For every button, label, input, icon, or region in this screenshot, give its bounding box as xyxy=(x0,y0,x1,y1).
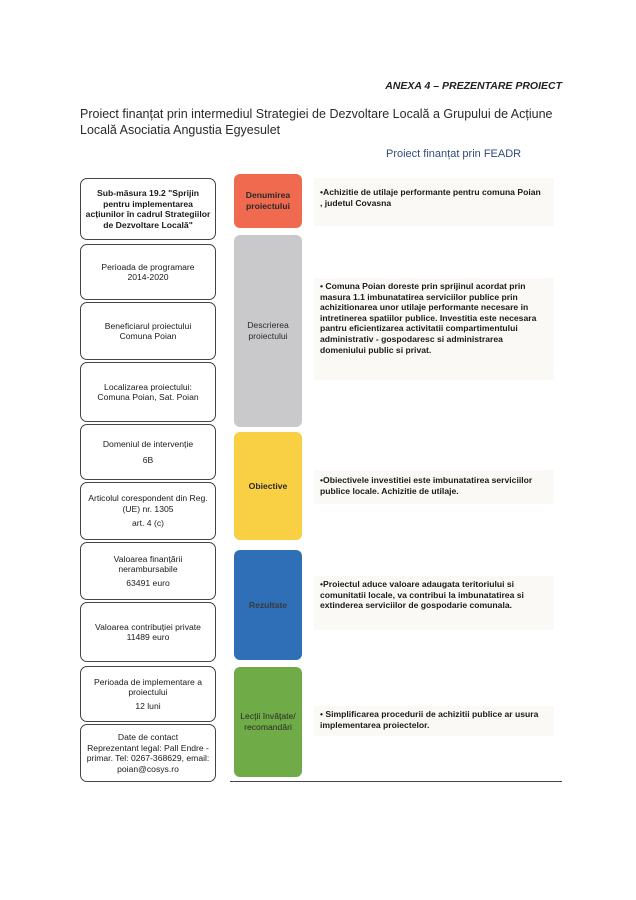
articol-label: Articolul corespondent din Reg. (UE) nr. 1305 xyxy=(88,493,208,514)
articol-value: art. 4 (c) xyxy=(132,518,164,529)
submasura-text: Sub-măsura 19.2 "Sprijin pentru implementarea acțiunilor în cadrul Strategiilor de Dezvoltare Locală" xyxy=(85,188,211,230)
category-descrierea-label: Descrierea proiectului xyxy=(247,320,289,341)
category-denumirea-label: Denumirea proiectului xyxy=(245,190,291,211)
category-lectii xyxy=(234,667,302,777)
localizare-value: Comuna Poian, Sat. Poian xyxy=(97,392,199,402)
perioada-programare-box xyxy=(80,244,216,300)
valoare-finantare-value: 63491 euro xyxy=(126,577,170,588)
valoare-contributie-value: 11489 euro xyxy=(126,632,170,642)
description-obiective-text: •Obiectivele investitiei este imbunatatirea serviciilor publice locale. Achizitie de utilaje. xyxy=(320,475,533,496)
contact-box xyxy=(80,724,216,782)
valoare-finantare-box xyxy=(80,542,216,600)
funding-subtitle: Proiect finanțat prin FEADR xyxy=(386,148,522,160)
bottom-divider xyxy=(230,781,562,782)
perioada-implementare-value: 12 luni xyxy=(135,700,161,711)
perioada-programare-value: 2014-2020 xyxy=(127,272,169,282)
articol-box xyxy=(80,482,216,540)
document-title: Proiect finanțat prin intermediul Strategiei de Dezvoltare Locală a Grupului de Acțiune Locală Asociatia Angustia Egyesulet xyxy=(80,107,553,137)
description-obiective xyxy=(314,470,554,504)
domeniu-value: 6B xyxy=(142,455,154,465)
perioada-implementare-label: Perioada de implementare a proiectului xyxy=(94,676,202,698)
domeniu-box xyxy=(80,424,216,480)
beneficiar-label: Beneficiarul proiectului xyxy=(104,320,192,331)
description-denumirea xyxy=(314,178,554,226)
category-descrierea xyxy=(234,235,302,427)
perioada-implementare-box xyxy=(80,666,216,722)
category-lectii-label: Lecții învățate/ recomandări xyxy=(240,711,296,732)
beneficiar-box xyxy=(80,302,216,360)
category-obiective xyxy=(234,432,302,540)
submasura-box xyxy=(80,178,216,240)
localizare-label: Localizarea proiectului: xyxy=(104,381,192,392)
category-obiective-label: Obiective xyxy=(248,480,288,491)
perioada-programare-label: Perioada de programare xyxy=(101,261,195,272)
description-lectii xyxy=(314,706,554,736)
description-descrierea xyxy=(314,278,554,380)
domeniu-label: Domeniul de intervenție xyxy=(102,438,194,449)
valoare-finantare-label: Valoarea finanțării nerambursabile xyxy=(113,553,183,575)
contact-label: Date de contact xyxy=(117,732,179,742)
description-denumirea-text: •Achizitie de utilaje performante pentru comuna Poian , judetul Covasna xyxy=(320,187,541,208)
annex-heading: ANEXA 4 – PREZENTARE PROIECT xyxy=(385,80,562,92)
localizare-box xyxy=(80,362,216,422)
description-rezultate xyxy=(314,576,554,630)
valoare-contributie-label: Valoarea contribuției private xyxy=(95,621,201,632)
description-lectii-text: • Simplificarea procedurii de achizitii publice ar usura implementarea proiectelor. xyxy=(320,709,539,730)
contact-value: Reprezentant legal: Pall Endre - primar. Tel: 0267-368629, email: poian@cosys.ro xyxy=(86,742,210,774)
category-rezultate-label: Rezultate xyxy=(248,599,288,610)
description-rezultate-text: •Proiectul aduce valoare adaugata teritoriului si comunitatii locale, va contribui la imbunatatirea si extinderea serviciilor de gospodarie comunala. xyxy=(320,579,524,611)
beneficiar-value: Comuna Poian xyxy=(119,331,177,341)
valoare-contributie-box xyxy=(80,602,216,662)
description-descrierea-text: • Comuna Poian doreste prin sprijinul acordat prin masura 1.1 imbunatatirea serviciilor publice prin achizitionarea unor utilaje performante necesare in intretinerea spatiilor publice. Investitia este necesara pantru eficientizarea activitatii compartimentului administrativ - gospodaresc si administrarea domeniului public si privat. xyxy=(320,281,537,355)
category-rezultate xyxy=(234,550,302,660)
category-denumirea xyxy=(234,174,302,228)
